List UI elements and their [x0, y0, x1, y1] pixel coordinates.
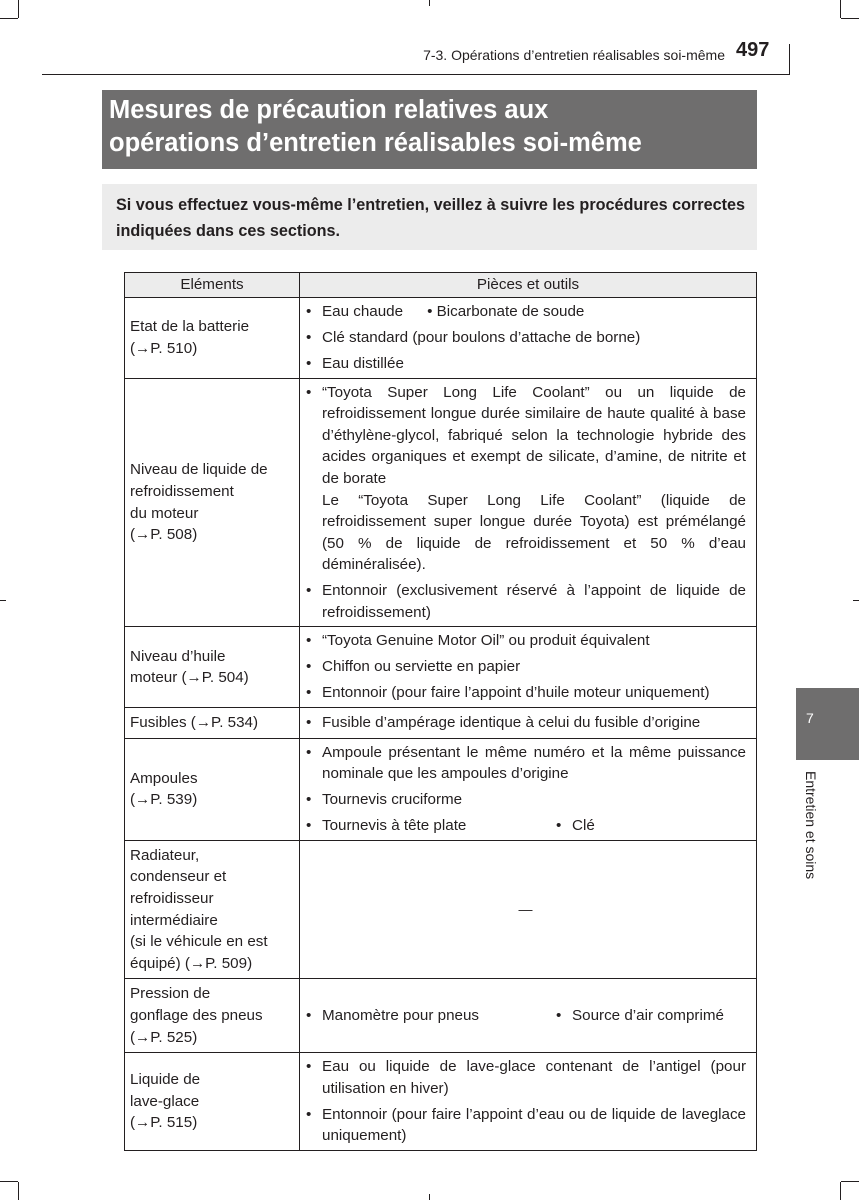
bullet-glyph: • — [556, 817, 562, 835]
bullet-glyph: • — [556, 1006, 562, 1024]
crop-mark — [18, 1182, 19, 1200]
parts-cell — [300, 378, 757, 627]
page-title — [102, 90, 757, 169]
parts-item: • Ampoule présentant le même numéro et la même puissance nominale que les ampoules d’origine — [305, 742, 746, 785]
parts-cell — [300, 1053, 757, 1151]
parts-item: • Eau distillée — [305, 353, 746, 375]
parts-item: • Clé standard (pour boulons d’attache de borne) — [305, 327, 746, 349]
parts-item: • Entonnoir (exclusivement réservé à l’appoint de liquide de refroidissement) — [305, 580, 746, 623]
parts-item: • Chiffon ou serviette en papier — [305, 656, 746, 678]
crop-mark — [0, 600, 6, 601]
parts-cell — [300, 627, 757, 708]
page-number: 497 — [736, 39, 770, 61]
crop-mark — [840, 1182, 841, 1200]
chapter-label: Entretien et soins — [803, 771, 819, 880]
page-title-line: Mesures de précaution relatives aux — [109, 96, 549, 124]
table-row — [125, 708, 757, 739]
column-header-elements: Eléments — [125, 273, 300, 298]
table-row — [125, 979, 757, 1053]
parts-item: • Eau ou liquide de lave-glace contenant de l’antigel (pour utilisation en hiver) — [305, 1056, 746, 1099]
parts-cell-empty: — — [300, 840, 757, 979]
crop-mark — [841, 1181, 859, 1182]
table-header-row — [125, 273, 757, 298]
parts-cell — [300, 738, 757, 840]
parts-item: • Entonnoir (pour faire l’appoint d’eau ou de liquide de laveglace uniquement) — [305, 1104, 746, 1147]
table-row — [125, 627, 757, 708]
parts-item: • Tournevis à tête plate Clé • — [305, 815, 746, 837]
table-row — [125, 298, 757, 379]
element-cell: Ampoules (→P. 539) — [125, 738, 300, 840]
parts-item: • Fusible d’ampérage identique à celui du fusible d’origine — [305, 712, 746, 734]
parts-item: • Manomètre pour pneus Source d’air comprimé • — [305, 1005, 746, 1027]
table-row — [125, 738, 757, 840]
parts-cell — [300, 979, 757, 1053]
parts-item: • “Toyota Genuine Motor Oil” ou produit équivalent — [305, 630, 746, 652]
intro-paragraph: Si vous effectuez vous-même l’entretien, veillez à suivre les procédures correctes indiquées dans ces sections. — [102, 184, 757, 250]
page-title-line: opérations d’entretien réalisables soi-même — [109, 129, 642, 157]
chapter-number: 7 — [806, 710, 814, 726]
crop-mark — [18, 0, 19, 18]
parts-cell — [300, 298, 757, 379]
crop-mark — [429, 0, 430, 6]
parts-item: • “Toyota Super Long Life Coolant” ou un liquide de refroidissement longue durée similaire de haute qualité à base d’éthylène-glycol, fabriqué selon la technologie hybride des acides organiques et exempt de silicate, d’amine, de nitrite et de borate Le “Toyota Super Long Life Coolant” (liquide de refroidissement super longue durée Toyota) est prémélangé (50 % de liquide de refroidissement et 50 % d’eau déminéralisée). — [305, 382, 746, 576]
element-cell: Liquide de lave-glace (→P. 515) — [125, 1053, 300, 1151]
section-title: 7-3. Opérations d’entretien réalisables soi-même — [423, 47, 725, 63]
crop-mark — [0, 18, 18, 19]
element-cell: Radiateur, condenseur et refroidisseur intermédiaire (si le véhicule en est équipé) (→P. 509) — [125, 840, 300, 979]
chapter-tab — [796, 688, 859, 760]
crop-mark — [840, 0, 841, 18]
crop-mark — [841, 18, 859, 19]
crop-mark — [853, 600, 859, 601]
parts-item: • Eau chaude • Bicarbonate de soude — [305, 301, 746, 323]
element-cell: Niveau de liquide de refroidissement du moteur (→P. 508) — [125, 378, 300, 627]
table-row — [125, 840, 757, 979]
element-cell: Etat de la batterie (→P. 510) — [125, 298, 300, 379]
parts-item: • Entonnoir (pour faire l’appoint d’huile moteur uniquement) — [305, 682, 746, 704]
maintenance-tools-table — [124, 272, 757, 1151]
parts-item: • Tournevis cruciforme — [305, 789, 746, 811]
crop-mark — [429, 1194, 430, 1200]
table-row — [125, 1053, 757, 1151]
element-cell: Fusibles (→P. 534) — [125, 708, 300, 739]
element-cell: Niveau d’huile moteur (→P. 504) — [125, 627, 300, 708]
element-cell: Pression de gonflage des pneus (→P. 525) — [125, 979, 300, 1053]
column-header-parts: Pièces et outils — [300, 273, 757, 298]
table-row — [125, 378, 757, 627]
parts-cell — [300, 708, 757, 739]
crop-mark — [0, 1181, 18, 1182]
